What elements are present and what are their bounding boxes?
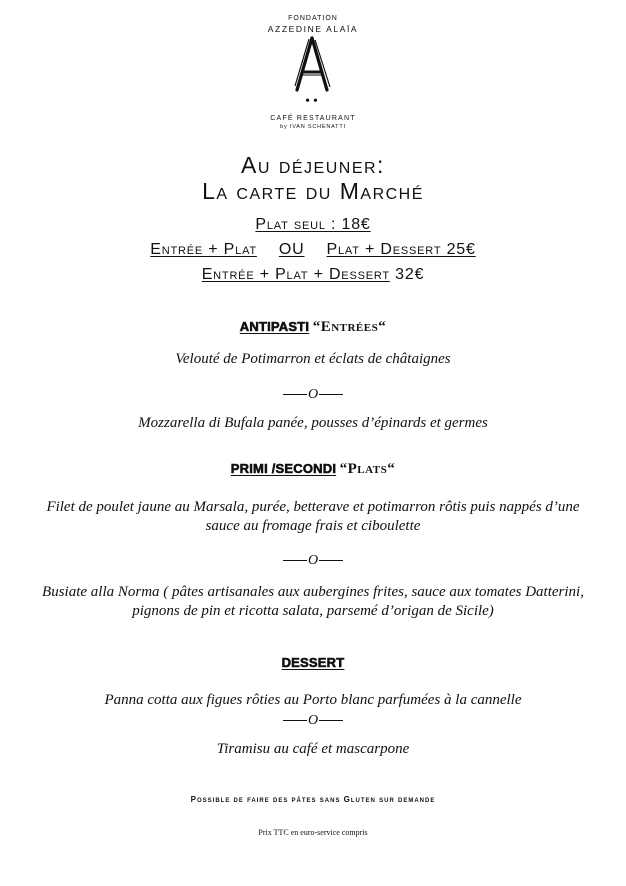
dish-plat-2-line1: Busiate alla Norma ( pâtes artisanales aux aubergines frites, sauce aux tomates Datterini,: [42, 584, 584, 600]
separator-glyph: O: [307, 387, 319, 402]
dish-plat-2: [18, 583, 608, 621]
brand-chef: by IVAN SCHENATTI: [280, 124, 346, 130]
dish-antipasti-1: Velouté de Potimarron et éclats de châtaignes: [175, 351, 451, 367]
separator-glyph: O: [307, 553, 319, 568]
section-antipasti: [0, 319, 626, 336]
dish-dessert-2: Tiramisu au café et mascarpone: [216, 741, 410, 757]
footer-gluten-note: Possible de faire des pâtes sans Gluten sur demande: [190, 795, 436, 804]
brand-cafe-restaurant: CAFÉ RESTAURANT: [270, 115, 356, 122]
dish-separator: [0, 713, 626, 729]
price-formules-row: [0, 241, 626, 259]
brand-logo: [284, 36, 340, 92]
section-plats-heading: PRIMI /SECONDI: [230, 461, 337, 476]
section-plats: [0, 461, 626, 478]
section-antipasti-heading: ANTIPASTI: [239, 319, 310, 334]
brand-name: AZZEDINE ALAÏA: [267, 24, 359, 34]
price-plat-seul: [0, 216, 626, 234]
dish-plat-2-line2: pignons de pin et ricotta salata, parsemé d’origan de Sicile): [132, 603, 494, 619]
price-plat-dessert: Plat + Dessert 25€: [326, 241, 476, 258]
brand-fondation: FONDATION: [288, 15, 338, 22]
price-plat-seul-label: Plat seul : 18€: [255, 216, 371, 233]
price-entree-plat: Entrée + Plat: [150, 241, 257, 258]
menu-title-line1: Au déjeuner:: [241, 152, 385, 178]
dish-plat-1: [20, 498, 606, 536]
dish-dessert-1: Panna cotta aux figues rôties au Porto blanc parfumées à la cannelle: [104, 692, 522, 708]
footer-prix-ttc: Prix TTC en euro-service compris: [258, 828, 368, 837]
brand-dots: ••: [305, 94, 321, 109]
separator-glyph: O: [307, 713, 319, 728]
price-entree-plat-dessert-label: Entrée + Plat + Dessert: [201, 266, 390, 283]
dish-separator: [0, 553, 626, 569]
dish-plat-1-line1: Filet de poulet jaune au Marsala, purée, betterave et potimarron rôtis puis nappés d’une: [46, 499, 580, 515]
section-plats-subtitle: “Plats“: [339, 461, 396, 477]
section-dessert-heading: DESSERT: [281, 655, 345, 670]
price-ou: OU: [278, 241, 305, 258]
section-antipasti-subtitle: “Entrées“: [312, 319, 387, 335]
menu-title-line2: La carte du Marché: [202, 178, 424, 204]
dish-plat-1-line2: sauce au fromage frais et ciboulette: [205, 518, 421, 534]
dish-separator: [0, 387, 626, 403]
price-entree-plat-dessert-value: 32€: [395, 266, 425, 283]
dish-antipasti-2: Mozzarella di Bufala panée, pousses d’épinards et germes: [138, 415, 488, 431]
price-entree-plat-dessert: [0, 266, 626, 284]
section-dessert: [0, 655, 626, 672]
